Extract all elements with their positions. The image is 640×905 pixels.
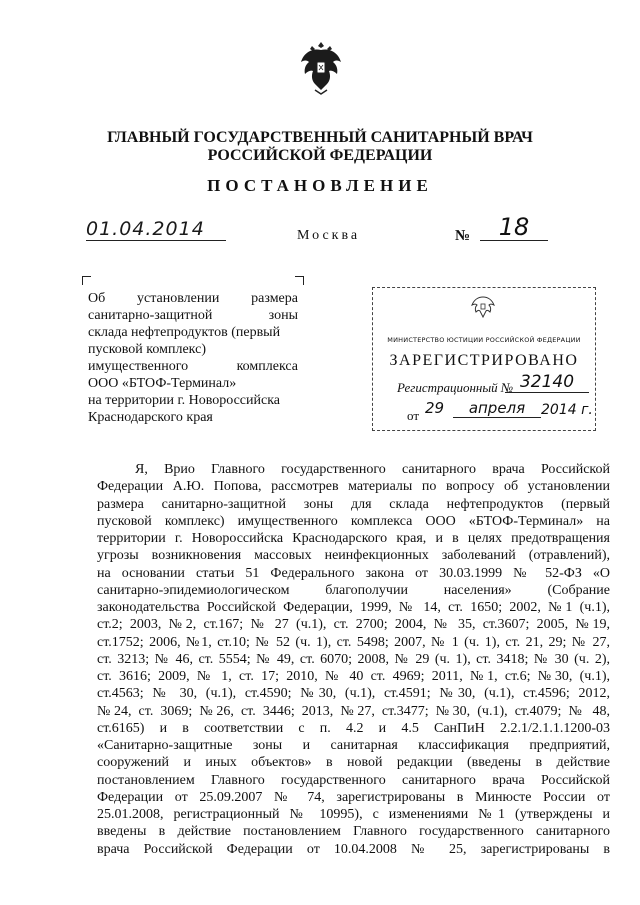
number-sign: №: [455, 228, 471, 244]
stamp-reg-label: Регистрационный №: [397, 380, 514, 395]
document-city: Москва: [297, 228, 361, 243]
document-type: ПОСТАНОВЛЕНИЕ: [207, 176, 433, 195]
stamp-eagle-icon: [470, 294, 496, 320]
body-line: ст. 3616; 2009, № 1, ст. 17; 2010, № 40 ст. 4969; 2011, №1, ст.6; №30, (ч.1),: [97, 669, 610, 684]
coat-of-arms-icon: [298, 38, 344, 96]
body-line: угрозы возникновения массовых неинфекционных заболеваний (отравлений),: [97, 548, 610, 564]
document-body: [97, 461, 610, 858]
body-line: на основании статьи 51 Федерального закона от 30.03.1999 № 52-ФЗ «О: [97, 565, 610, 581]
body-line: ст.1752; 2006, №1, ст.10; № 52 (ч. 1), ст. 5498; 2007, № 1 (ч. 1), ст. 21, 29; № 27,: [97, 634, 610, 650]
body-line: постановлением Главного государственного санитарного врача Российской: [97, 772, 610, 788]
body-line: законодательства Российской Федерации, 1999, № 14, ст. 1650; 2002, №1 (ч.1),: [97, 600, 610, 615]
subject-line: ООО «БТОФ-Терминал»: [88, 376, 237, 391]
subject-line: имущественного комплекса: [88, 359, 298, 374]
stamp-from-label: от: [407, 408, 420, 423]
stamp-year: 2014 г.: [541, 402, 593, 418]
authority-line-2: РОССИЙСКОЙ ФЕДЕРАЦИИ: [207, 147, 433, 164]
body-line: врача Российской Федерации от 10.04.2008 № 25, зарегистрированы в: [97, 841, 610, 857]
stamp-reg-number: 32140: [505, 372, 589, 393]
body-line: Федерации от 25.09.2007 № 74, зарегистрированы в Минюсте России от: [97, 789, 610, 805]
stamp-status: ЗАРЕГИСТРИРОВАНО: [389, 352, 579, 369]
subject-line: санитарно-защитной зоны: [88, 308, 298, 323]
subject-bracket-right: [295, 276, 304, 285]
body-line: Федерации А.Ю. Попова, рассмотрев материалы по вопросу об установлении: [97, 479, 610, 495]
subject-line: Краснодарского края: [88, 410, 213, 425]
body-line: ст.4563; № 30, (ч.1), ст.4590; №30, (ч.1), ст.4591; №30, (ч.1), ст.4596; 2012,: [97, 686, 610, 702]
subject-line: склада нефтепродуктов (первый: [88, 325, 281, 340]
body-line: 25.01.2008, регистрационный № 10995), с изменениями №1 (утверждены и: [97, 807, 610, 822]
subject-bracket-left: [82, 276, 91, 285]
subject-line: на территории г. Новороссийска: [88, 393, 281, 408]
body-line: санитарно-эпидемиологическом благополучии населения» (Собрание: [97, 582, 610, 598]
body-line: ст.6165) и в соответствии с п. 4.2 и 4.5 СанПиН 2.2.1/2.1.1.1200-03: [97, 720, 610, 736]
body-line: сооружений и иных объектов» в новой редакции (введены в действие: [97, 755, 610, 771]
body-line: пусковой комплекс) имущественного комплекса ООО «БТОФ-Терминал» на: [97, 513, 610, 529]
stamp-ministry-name: МИНИСТЕРСТВО ЮСТИЦИИ РОССИЙСКОЙ ФЕДЕРАЦИИ: [387, 336, 581, 344]
issuing-authority: [0, 129, 640, 165]
body-line: «Санитарно-защитные зоны и санитарная классификация предприятий,: [97, 738, 610, 753]
stamp-month: апреля: [453, 399, 541, 418]
body-line: ст.2; 2003, №2, ст.167; № 27 (ч.1), ст. 2700; 2004, № 35, ст.3607; 2005, №19,: [97, 617, 610, 633]
document-date: 01.04.2014: [86, 218, 226, 241]
document-subject: [88, 290, 298, 426]
stamp-day: 29: [425, 399, 445, 417]
subject-line: пусковой комплекс): [88, 342, 207, 357]
registration-stamp: [372, 287, 596, 431]
body-line: территории г. Новороссийска Краснодарского края, и в целях предотвращения: [97, 531, 610, 546]
body-line: Я, Врио Главного государственного санитарного врача Российской: [135, 462, 610, 477]
authority-line-1: ГЛАВНЫЙ ГОСУДАРСТВЕННЫЙ САНИТАРНЫЙ ВРАЧ: [107, 129, 533, 146]
document-number: 18: [480, 214, 548, 241]
body-line: введены в действие постановлением Главного государственного санитарного: [97, 824, 610, 840]
body-line: размера санитарно-защитной зоны для склада нефтепродуктов (первый: [97, 496, 610, 512]
body-line: №24, ст. 3069; №26, ст. 3446; 2013, №27, ст.3477; №30, (ч.1), ст.4079; № 48,: [97, 703, 610, 719]
body-line: ст. 3213; № 46, ст. 5554; № 49, ст. 6070; 2008, № 29 (ч. 1), ст. 3418; № 30 (ч. 2),: [97, 651, 610, 667]
subject-line: Об установлении размера: [88, 291, 298, 306]
